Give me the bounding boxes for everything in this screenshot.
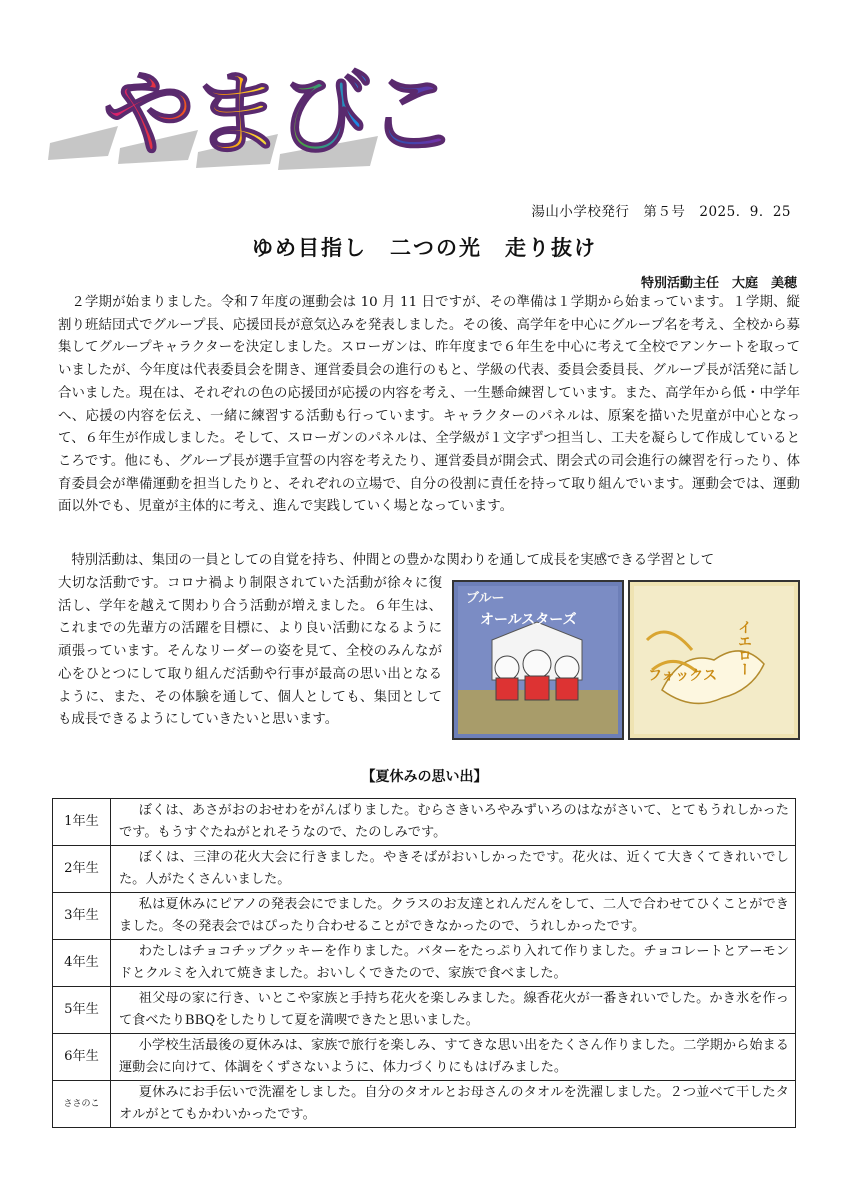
author: 特別活動主任 大庭 美穂 (640, 276, 797, 291)
grade-label: 3年生 (53, 893, 111, 940)
summer-memories-table (52, 798, 796, 1128)
yellow-fox-drawing (629, 581, 799, 739)
blue-all-stars-drawing (453, 581, 623, 739)
table-row (53, 987, 796, 1034)
table-row (53, 799, 796, 846)
grade-label: 6年生 (53, 1034, 111, 1081)
table-row (53, 893, 796, 940)
grade-label: 2年生 (53, 846, 111, 893)
table-row (53, 1034, 796, 1081)
character-drawings (452, 580, 800, 740)
memory-text: 私は夏休みにピアノの発表会にでました。クラスのお友達とれんだんをして、二人で合わせてひくことができました。冬の発表会ではぴったり合わせることができなかったので、うれしかったです。 (111, 893, 796, 940)
article-paragraph-2-first-line: 特別活動は、集団の一員としての自覚を持ち、仲間との豊かな関わりを通して成長を実感できる学習として (71, 553, 715, 568)
memory-text: 夏休みにお手伝いで洗濯をしました。自分のタオルとお母さんのタオルを洗濯しました。２つ並べて干したタオルがとてもかわいかったです。 (111, 1081, 796, 1128)
grade-label: ささのこ (53, 1081, 111, 1128)
table-row (53, 846, 796, 893)
article-paragraph-2: 大切な活動です。コロナ禍より制限されていた活動が徐々に復活し、学年を越えて関わり合う活動が増えました。６年生は、これまでの先輩方の活躍を目標に、より良い活動になるように頑張っています。そんなリーダーの姿を見て、全校のみんなが心をひとつにして取り組んだ活動や行事が最高の思い出となるように、また、その体験を通して、個人としても、集団としても成長できるようにしていきたいと思います。 (58, 576, 442, 728)
issue-line: 湯山小学校発行 第５号 2025．9．25 (531, 204, 791, 220)
masthead-logo (48, 48, 468, 188)
grade-label: 1年生 (53, 799, 111, 846)
memory-text: 祖父母の家に行き、いとこや家族と手持ち花火を楽しみました。線香花火が一番きれいでした。かき氷を作って食べたりBBQをしたりして夏を満喫できたと思いました。 (111, 987, 796, 1034)
headline: ゆめ目指し 二つの光 走り抜け (252, 236, 597, 260)
table-row (53, 940, 796, 987)
blue-title: ブルー (466, 591, 505, 606)
memory-text: わたしはチョコチップクッキーを作りました。バターをたっぷり入れて作りました。チョコレートとアーモンドとクルミを入れて焼きました。おいしくできたので、家族で食べました。 (111, 940, 796, 987)
memories-title: 【夏休みの思い出】 (361, 769, 488, 785)
logo-text: やまびこ (103, 61, 456, 168)
memory-text: ぼくは、あさがおのおせわをがんばりました。むらさきいろやみずいろのはながさいて、とてもうれしかったです。もうすぐたねがとれそうなので、たのしみです。 (111, 799, 796, 846)
yellow-subtitle: フォックス (648, 668, 718, 684)
grade-label: 5年生 (53, 987, 111, 1034)
memory-text: 小学校生活最後の夏休みは、家族で旅行を楽しみ、すてきな思い出をたくさん作りました。二学期から始まる運動会に向けて、体調をくずさないように、体力づくりにもはげみました。 (111, 1034, 796, 1081)
table-row (53, 1081, 796, 1128)
memory-text: ぼくは、三津の花火大会に行きました。やきそばがおいしかったです。花火は、近くて大きくてきれいでした。人がたくさんいました。 (111, 846, 796, 893)
grade-label: 4年生 (53, 940, 111, 987)
yellow-title: イエロー (736, 620, 752, 676)
blue-subtitle: オールスターズ (480, 612, 577, 628)
article-paragraph-1: ２学期が始まりました。令和７年度の運動会は 10 月 11 日ですが、その準備は１学期から始まっています。１学期、縦割り班結団式でグループ長、応援団長が意気込みを発表しました。その後、高学年を中心にグループ名を考え、全校から募集してグループキャラクターを決定しました。スローガンは、昨年度まで６年生を中心に考えて全校でアンケートを取っていましたが、今年度は代表委員会を開き、運営委員会の進行のもと、学級の代表、委員会委員長、グループ長が活発に話し合いました。現在は、それぞれの色の応援団が応援の内容を考え、一生懸命練習しています。また、高学年から低・中学年へ、応援の内容を伝え、一緒に練習する活動も行っています。キャラクターのパネルは、原案を描いた児童が中心となって、６年生が作成しました。そして、スローガンのパネルは、全学級が１文字ずつ担当し、工夫を凝らして作成しているところです。他にも、グループ長が選手宣誓の内容を考えたり、運営委員が開会式、閉会式の司会進行の練習を行ったり、体育委員会が準備運動を担当したりと、それぞれの立場で、自分の役割に責任を持って取り組んでいます。運動会では、運動面以外でも、児童が主体的に考え、進んで実践していく場となっています。 (58, 295, 800, 515)
